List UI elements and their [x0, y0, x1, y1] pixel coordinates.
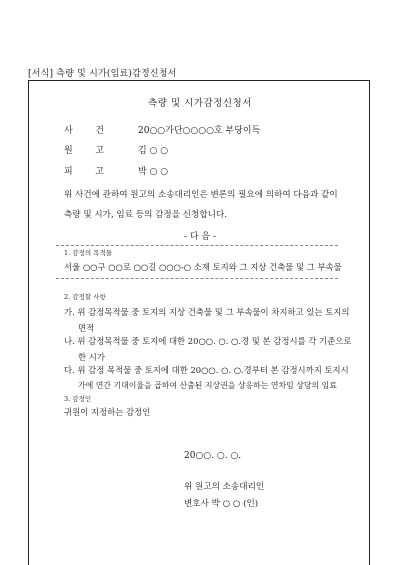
section2-item-line: 가. 위 감정목적물 중 토지의 지상 건축물 및 그 부속물이 차지하고 있는 토지의 [64, 307, 350, 317]
case-value: 20○○가단○○○○호 부당이득 [138, 126, 261, 136]
plaintiff-label-char: 원 [64, 146, 73, 156]
section1-text: 서울 ○○구 ○○로 ○○길 ○○○-○ 소재 토지와 그 지상 건축물 및 그 부속물 [64, 262, 342, 272]
section1-heading: 1. 감정의 목적물 [64, 249, 113, 257]
section3-heading: 3. 감정인 [64, 395, 92, 403]
intro-paragraph: 위 사건에 관하여 원고의 소송대리인은 변론의 필요에 의하여 다음과 같이 측량 및 시가, 임료 등의 감정을 신청합니다. [64, 190, 338, 220]
case-label-char: 건 [95, 126, 104, 136]
plaintiff-label-char: 고 [95, 146, 104, 156]
section2-item-line: 면적 [78, 323, 95, 333]
section2-item-line: 가에 연간 기대이율을 곱하여 산출된 지상권을 상응하는 연차임 상당의 임료 [78, 381, 337, 390]
document-caption: [서식] 측량 및 시가(임료)감정신청서 [28, 69, 177, 79]
defendant-value: 박 ○ ○ [138, 167, 169, 177]
dashed-divider [56, 245, 338, 246]
section2-heading: 2. 감정할 사항 [64, 293, 106, 301]
section2-item-line: 다. 위 감정 목적물 중 토지에 대한 20○○. ○. ○.경부터 본 감정시까지 토지시 [64, 365, 349, 375]
signature-line2: 변호사 박 ○ ○ (인) [184, 499, 259, 509]
case-label-char: 사 [64, 126, 73, 136]
document-date: 20○○. ○. ○. [184, 451, 242, 461]
defendant-label [64, 164, 104, 177]
signature-line1: 위 원고의 소송대리인 [184, 482, 265, 492]
section2-item-line: 나. 위 감정목적물 중 토지에 대한 20○○. ○. ○.경 및 본 감정시를 각 기준으로 [64, 336, 352, 346]
defendant-label-char: 피 [64, 167, 73, 177]
dashed-divider [56, 278, 338, 279]
plaintiff-value: 김 ○ ○ [138, 146, 169, 156]
da-eum-heading: - 다 음 - [183, 232, 217, 242]
case-label [64, 123, 104, 136]
plaintiff-label [64, 143, 104, 156]
section3-text: 귀원이 지정하는 감정인 [64, 407, 151, 417]
defendant-label-char: 고 [95, 167, 104, 177]
document-title: 측량 및 시가감정신청서 [148, 98, 252, 109]
section2-item-line: 한 시가 [78, 352, 105, 362]
